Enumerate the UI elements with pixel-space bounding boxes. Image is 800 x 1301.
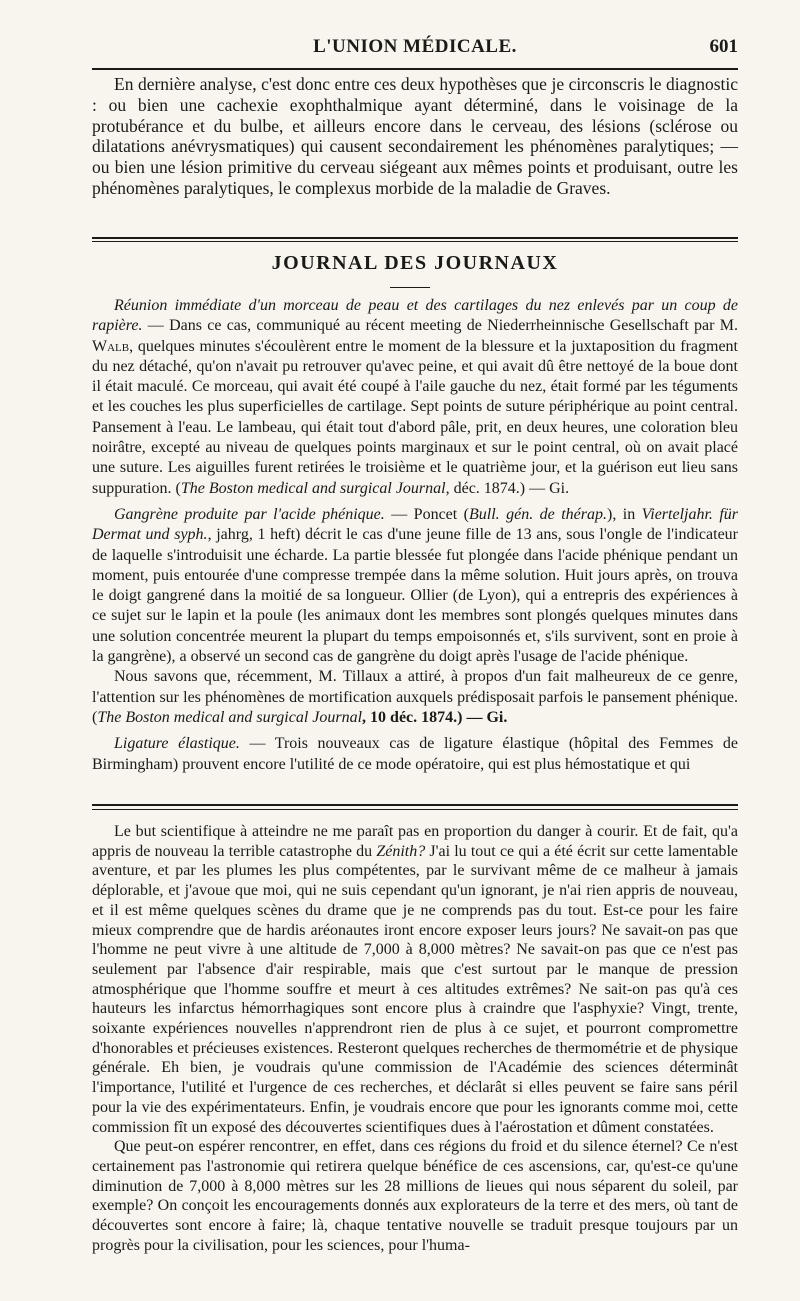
section-rule-top-thin xyxy=(92,241,738,242)
article-source: The Boston medical and surgical Journal xyxy=(97,708,363,726)
article-ligature xyxy=(92,734,738,775)
feuilleton-rule-thin xyxy=(92,809,738,810)
header-rule xyxy=(92,68,738,70)
article-source: The Boston medical and surgical Journal xyxy=(180,479,446,497)
article-text: — Trois nouveaux cas de ligature élastique (hôpital des Femmes de Birmingham) prouvent encore l'utilité de ce mode opératoire, qui est plus hémostatique et qui xyxy=(92,735,738,773)
article-text: , jahrg, 1 heft) décrit le cas d'une jeune fille de 13 ans, sous l'ongle de l'indicateur de laquelle s'introduisit une écharde. La partie blessée fut plongée dans l'acide phénique pendant un moment, puis entourée d'une compresse trempée dans la même solution. Huit jours après, on trouva le doigt gangrené dans la moitié de sa longueur. Ollier (de Lyon), qui a entrepris des expériences à ce sujet sur le lapin et la poule (les animaux dont les membres sont plongés quelques minutes dans une solution concentrée meurent la plupart du temps empoisonnés et, s'ils survivent, sont en proie à la gangrène), a observé un second cas de gangrène du doigt après l'usage de l'acide phénique. xyxy=(92,526,738,666)
section-rule-top xyxy=(92,237,738,239)
section-title: JOURNAL DES JOURNAUX xyxy=(271,252,559,274)
page-header xyxy=(92,36,738,62)
article-gangrene-followup xyxy=(92,667,738,728)
feuilleton-paragraph: Que peut-on espérer rencontrer, en effet, dans ces régions du froid et du silence éternel? Ce n'est certainement pas l'astronomie qui retirera quelque bénéfice de ces ascensions, car, qu'est-ce qu'une diminution de 7,000 à 8,000 mètres sur les 28 millions de lieues qui nous séparent du soleil, par exemple? On conçoit les encouragements donnés aux explorateurs de la terre et des mers, où tant de découvertes sont encore à faire; là, chaque tentative nouvelle se traduit presque toujours par un progrès pour la civilisation, pour les sciences, pour l'huma- xyxy=(92,1138,738,1254)
article-title: Réunion immédiate d'un morceau de peau et des cartilages du nez enlevés par un coup de rapière. xyxy=(92,297,738,335)
feuilleton-paragraph xyxy=(92,822,738,1137)
article-author: M. Walb xyxy=(92,317,738,355)
article-reference: Vierteljahr. für Dermat und syph. xyxy=(92,505,739,544)
article-text: — Poncet ( xyxy=(384,505,469,523)
feuilleton-rule xyxy=(92,804,738,806)
feuilleton-zenith: Zénith? xyxy=(376,842,426,860)
article-text: ), in xyxy=(606,505,642,523)
article-text: , quelques minutes s'écoulèrent entre le moment de la blessure et la juxtaposition du fragment du nez détaché, qu'on n'avait pu retrouver qu'avec peine, et qui avait dû être nettoyé de la boue dont il était maculé. Ce morceau, qui avait été coupé à l'aile gauche du nez, était formé par les téguments et les couches les plus superficielles de cartilage. Sept points de suture périphérique au point central. Pansement à l'eau. Le lambeau, qui était tout d'abord pâle, prit, en deux heures, une coloration bleu noirâtre, excepté au niveau de quelques points marginaux et sur le point central, où on avait placé une suture. Les aiguilles furent retirées le troisième et le quatrième jour, et la guérison eut lieu sans suppuration. ( xyxy=(92,337,738,497)
article-reunion xyxy=(92,296,738,499)
article-text: Nous savons que, récemment, M. Tillaux a attiré, à propos d'un fait malheureux de ce genre, l'attention sur les phénomènes de mortification auxquels prédisposait parfois le pansement phénique. ( xyxy=(92,668,738,726)
article-reference: Bull. gén. de thérap. xyxy=(469,505,607,523)
feuilleton-text: Le but scientifique à atteindre ne me paraît pas en proportion du danger à courir. Et de fait, qu'a appris de nouveau la terrible catastrophe du xyxy=(92,823,738,860)
article-signature: , 10 déc. 1874.) — Gi. xyxy=(362,708,508,726)
article-gangrene xyxy=(92,505,738,667)
running-title: L'UNION MÉDICALE. xyxy=(313,36,517,57)
journal-articles xyxy=(92,296,738,775)
intro-section xyxy=(92,74,738,199)
feuilleton-text: J'ai lu tout ce qui a été écrit sur cette lamentable aventure, et par les plumes les plus compétentes, par le survivant même de ce malheur à jamais déplorable, et j'avoue que moi, qui ne suis cependant qu'un ignorant, je n'ai rien appris de nouveau, et il est même quelques scènes du drame que je ne comprends pas du tout. Est-ce pour les faire mieux comprendre que de hardis aréonautes iront encore exposer leurs jours? Ne savait-on pas que l'homme ne peut vivre à une altitude de 7,000 à 8,000 mètres? Ne savait-on pas que ce n'est pas seulement par l'absence d'air respirable, mais que c'est surtout par le manque de pression atmosphérique que l'homme souffre et meurt à ces altitudes extrêmes? Ne sait-on pas qu'à ces hauteurs les infarctus hémorrhagiques sont encore plus à craindre que l'asphyxie? Vingt, trente, soixante expériences nouvelles n'apprendront rien de plus à ce sujet, et pourront compromettre d'honorables et précieuses existences. Resteront quelques recherches de thermométrie et de physique générale. Eh bien, je voudrais qu'une commission de l'Académie des sciences déterminât l'importance, l'utilité et l'urgence de ces recherches, et déclarât si elles peuvent se faire sans péril pour la vie des expérimentateurs. Enfin, je voudrais encore que pour les ignorants comme moi, cette commission fît un exposé des découvertes scientifiques dues à l'aérostation et dûment constatées. xyxy=(92,842,739,1136)
article-text: — Dans ce cas, communiqué au récent meeting de Niederrheinnische Gesellschaft par xyxy=(142,317,720,335)
intro-paragraph: En dernière analyse, c'est donc entre ces deux hypothèses que je circonscris le diagnostic : ou bien une cachexie exophthalmique ayant déterminé, dans le voisinage de la protubérance et du bulbe, et ailleurs encore dans le cerveau, des lésions (sclérose ou dilatations anévrysmatiques) qui causent secondairement les phénomènes paralytiques; — ou bien une lésion primitive du cerveau siégeant aux mêmes points et produisant, outre les phénomènes paralytiques, le complexus morbide de la maladie de Graves. xyxy=(92,74,738,198)
page-number: 601 xyxy=(709,36,738,57)
section-title-underline xyxy=(390,287,430,288)
feuilleton-section xyxy=(92,822,738,1255)
article-title: Ligature élastique. xyxy=(114,735,240,753)
article-signature: , déc. 1874.) — Gi. xyxy=(445,479,570,497)
article-title: Gangrène produite par l'acide phénique. xyxy=(114,505,385,523)
